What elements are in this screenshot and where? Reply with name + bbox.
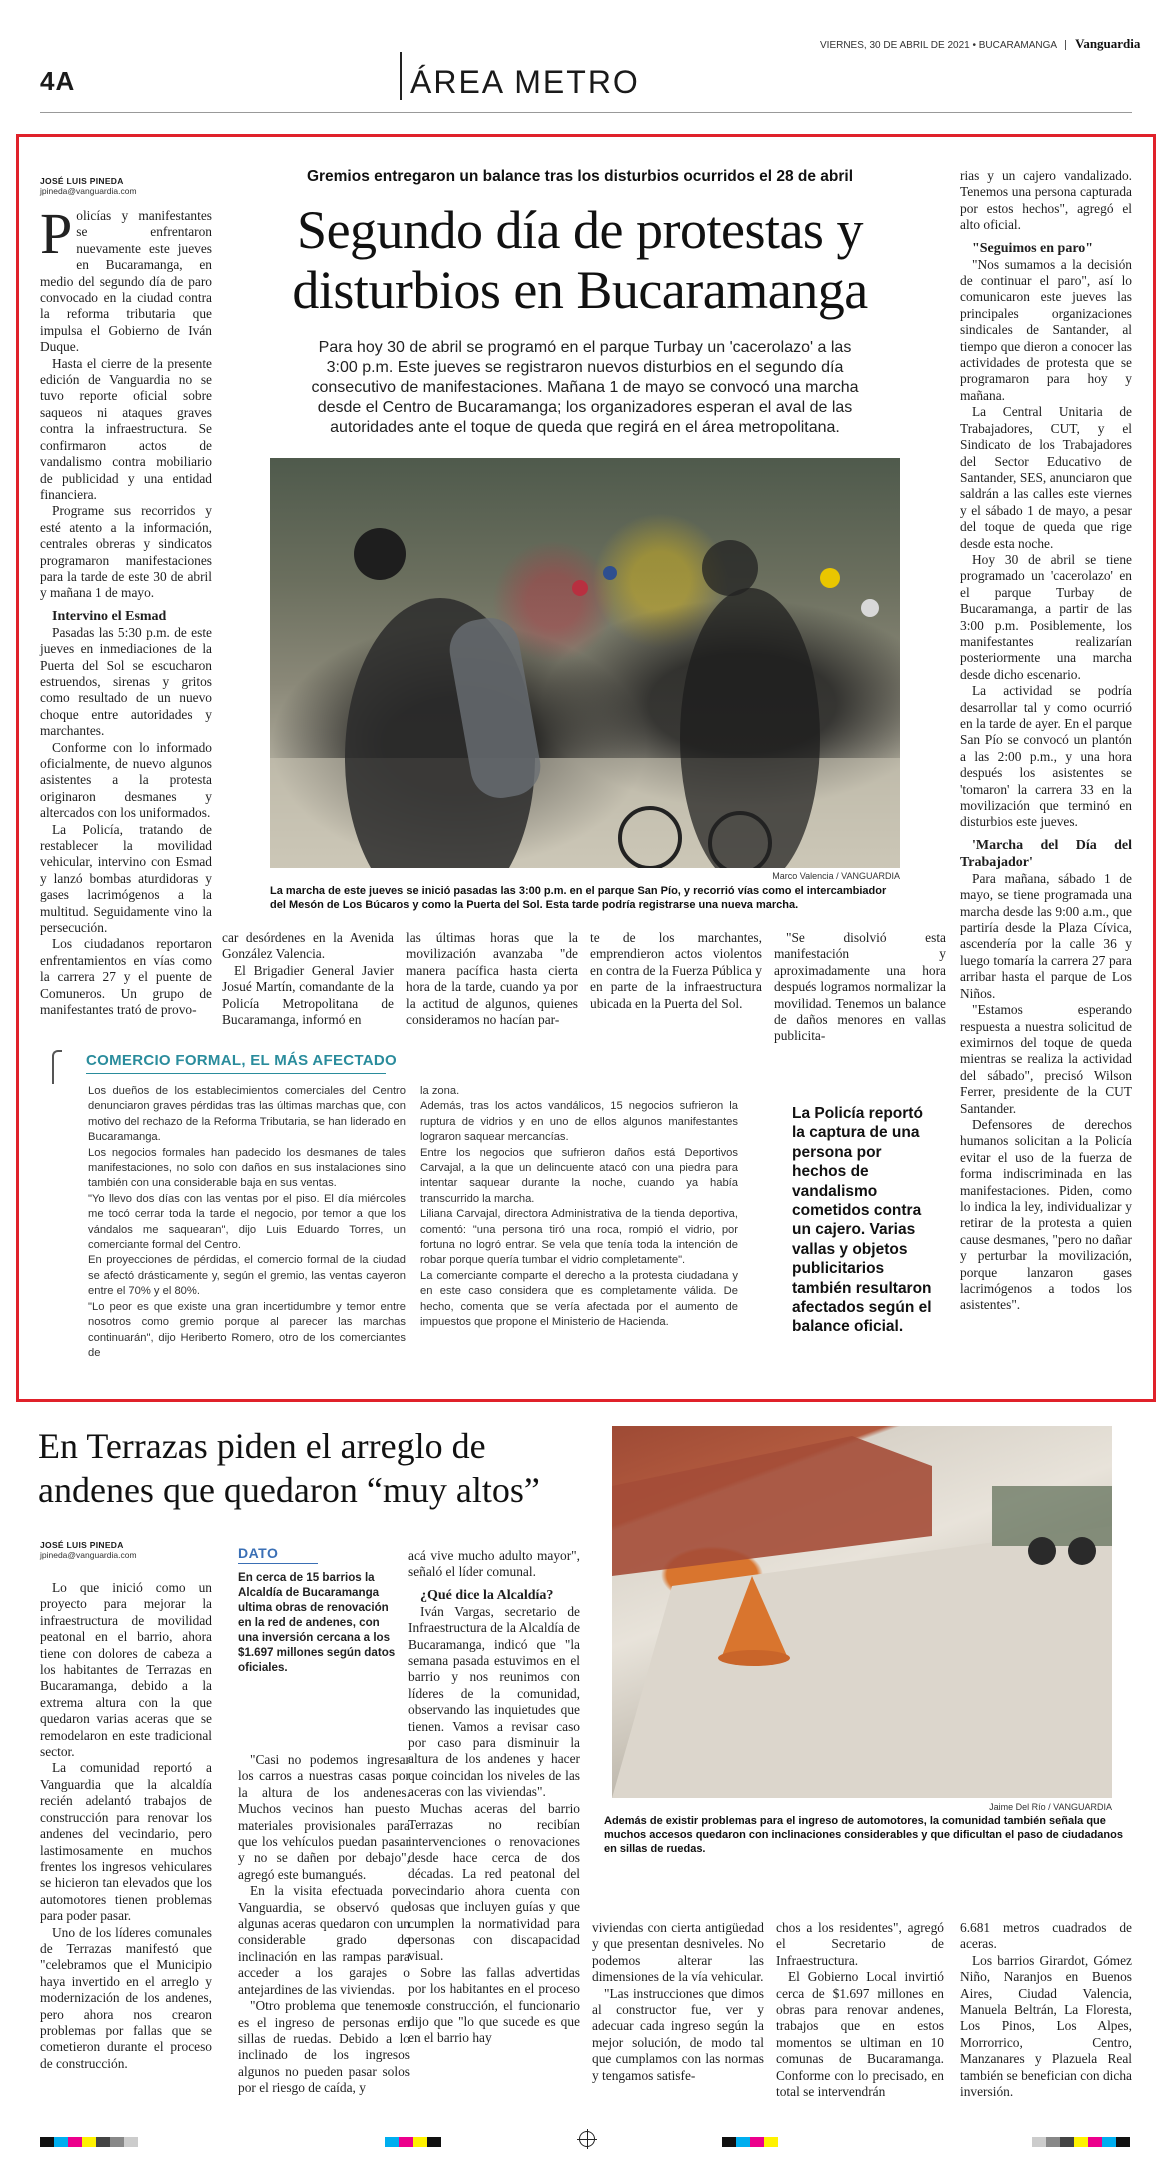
paragraph: La actividad se podría desarrollar tal y como ocurrió en la tarde de ayer. En el parque San Pío se convocó un plantón a las 2:00 p.m., y una hora después los asistentes se 'tomaron' la carrera 33 en la movilización que terminó en disturbios este jueves. bbox=[960, 683, 1132, 830]
paragraph: viviendas con cierta antigüedad y que presentan desniveles. No podemos alterar las dimensiones de la vía vehicular. bbox=[592, 1920, 764, 1985]
paragraph: Pasadas las 5:30 p.m. de este jueves en inmediaciones de la Puerta del Sol se escucharon estruendos, sirenas y gritos como resultado de un nuevo choque entre autoridades y marchantes. bbox=[40, 624, 212, 739]
headline-line-1: Segundo día de protestas y bbox=[297, 200, 863, 260]
paragraph: Conforme con lo informado oficialmente, de nuevo algunos asistentes a la protesta originaron desmanes y altercados con los uniformados. bbox=[40, 739, 212, 821]
main-photo-illustration bbox=[270, 458, 900, 868]
paragraph: Los barrios Girardot, Gómez Niño, Naranjos en Buenos Aires, Ciudad Valencia, Manuela Beltrán, La Floresta, Los Pinos, Los Alpes, Morrorrico, Centro, Manzanares y Plazuela Real también se benefician con dicha inversión. bbox=[960, 1952, 1132, 2100]
paragraph: "Otro problema que tenemos es el ingreso de personas en sillas de ruedas. Debido a lo inclinado de los ingresos algunos no pueden pasar solos por el riesgo de caída, y bbox=[238, 1998, 410, 2096]
sidebar-paragraph: Además, tras los actos vandálicos, 15 negocios sufrieron la ruptura de vidrios y en uno de ellos algunos manifestantes lograron saquear mercancías. bbox=[420, 1100, 738, 1144]
paragraph: El Brigadier General Javier Josué Martín, comandante de la Policía Metropolitana de Bucaramanga, informó en bbox=[222, 962, 394, 1028]
main-column-4 bbox=[590, 930, 762, 1012]
paragraph: Los ciudadanos reportaron enfrentamientos en vías como la carrera 27 y el puente de Comuneros. Un grupo de manifestantes trató de provo- bbox=[40, 936, 212, 1018]
paragraph: Programe sus recorridos y esté atento a la información, centrales obreras y sindicatos programaron manifestaciones para la tarde de este 30 de abril y mañana 1 de mayo. bbox=[40, 503, 212, 601]
byline-name: JOSÉ LUIS PINEDA bbox=[40, 176, 124, 186]
main-column-3 bbox=[406, 930, 578, 1028]
second-headline bbox=[38, 1424, 598, 1512]
paragraph: Hoy 30 de abril se tiene programado un 'cacerolazo' en el parque Turbay de Bucaramanga, a partir de las 3:00 p.m. Posiblemente, los manifestantes realizarían posteriormente una marcha desde dicho escenario. bbox=[960, 551, 1132, 682]
subhead-seguimos: "Seguimos en paro" bbox=[972, 240, 1094, 256]
sidebar-paragraph: Entre los negocios que sufrieron daños está Deportivos Carvajal, a la que un delincuente atacó con una piedra para intentar saquear durante la noche, cuando ya había transcurrido la marcha. bbox=[420, 1146, 738, 1205]
paragraph: las últimas horas que la movilización avanzaba "de manera pacífica hasta cierta hora de la tarde, cuando ya por la actitud de algunos, quienes consideramos no hacían par- bbox=[406, 930, 578, 1028]
main-column-1 bbox=[40, 201, 212, 1019]
main-column-right bbox=[960, 168, 1132, 1314]
page-number: 4A bbox=[40, 66, 76, 96]
paragraph: car desórdenes en la Avenida González Valencia. bbox=[222, 930, 394, 962]
paragraph: La comunidad reportó a Vanguardia que la alcaldía recién adelantó trabajos de construcción para renovar los andenes del vecindario, pero lastimosamente en muchos frentes los ingresos vehiculares se hicieron tan elevados que los automotores tienen problemas para poder pasar. bbox=[40, 1760, 212, 1924]
main-photo-credit: Marco Valencia / VANGUARDIA bbox=[772, 871, 900, 881]
subhead-alcaldia: ¿Qué dice la Alcaldía? bbox=[420, 1587, 554, 1603]
paragraph: acá vive mucho adulto mayor", señaló el líder comunal. bbox=[408, 1548, 580, 1580]
header-divider bbox=[400, 52, 402, 100]
kicker: Gremios entregaron un balance tras los disturbios ocurridos el 28 de abril bbox=[306, 168, 854, 185]
paragraph: Para mañana, sábado 1 de mayo, se tiene programada una marcha desde las 9:00 a.m., que partiría desde la Plaza Cívica, ascendería por la calle 36 y luego tomaría la carrera 27 para arribar hasta el parque de Los Niños. bbox=[960, 870, 1132, 1001]
second-photo bbox=[612, 1426, 1112, 1798]
sidebar-paragraph: Los dueños de los establecimientos comerciales del Centro denunciaron graves pérdidas tras las últimas marchas que, con motivo del rechazo de la Reforma Tributaria, se han liderado en Bucaramanga. bbox=[88, 1085, 406, 1144]
sidebar-paragraph: la zona. bbox=[420, 1085, 460, 1097]
paragraph: La Policía, tratando de restablecer la movilidad vehicular, intervino con Esmad y lanzó bombas aturdidoras y gases lacrimógenos a la multitud. Seguidamente vino la persecución. bbox=[40, 821, 212, 936]
main-column-5 bbox=[774, 930, 946, 1045]
print-marks-right bbox=[1032, 2134, 1130, 2152]
dato-text: En cerca de 15 barrios la Alcaldía de Bucaramanga ultima obras de renovación en la red de andenes, con una inversión cercana a los $1.697 millones según datos oficiales. bbox=[238, 1571, 396, 1674]
second-photo-credit: Jaime Del Río / VANGUARDIA bbox=[989, 1802, 1112, 1812]
sidebar-bracket bbox=[52, 1050, 62, 1084]
paragraph: 6.681 metros cuadrados de aceras. bbox=[960, 1920, 1132, 1952]
sidebar-title: COMERCIO FORMAL, EL MÁS AFECTADO bbox=[86, 1052, 397, 1069]
brand-name: Vanguardia bbox=[1075, 36, 1141, 51]
paragraph: te de los marchantes, emprendieron actos violentos en contra de la Fuerza Pública y en parte de la infraestructura ubicada en la Puerta del Sol. bbox=[590, 930, 762, 1011]
main-byline bbox=[40, 176, 260, 196]
paragraph: "Nos sumamos a la decisión de continuar el paro", así lo comunicaron este jueves las principales organizaciones sindicales de Santander, al tiempo que dieron a conocer las actividades de protesta que se programaron para hoy y mañana. bbox=[960, 256, 1132, 403]
pull-quote: La Policía reportó la captura de una persona por hechos de vandalismo cometidos contra un cajero. Varias vallas y objetos publicitarios también resultaron afectados según el balance oficial. bbox=[792, 1105, 932, 1336]
sidebar-paragraph: La comerciante comparte el derecho a la protesta ciudadana y en este caso considera que es completamente válida. De hecho, comenta que se vería afectada por el aumento de impuestos que propone el Ministerio de Hacienda. bbox=[420, 1269, 738, 1329]
subhead-marcha: 'Marcha del Día del Trabajador' bbox=[960, 837, 1132, 870]
print-marks-center bbox=[385, 2134, 441, 2152]
sidebar-column-1 bbox=[88, 1084, 406, 1361]
paragraph: rias y un cajero vandalizado. Tenemos una persona capturada por estos hechos", agregó el alto oficial. bbox=[960, 168, 1132, 233]
subhead-esmad: Intervino el Esmad bbox=[52, 608, 167, 624]
date-text: VIERNES, 30 DE ABRIL DE 2021 • BUCARAMANGA bbox=[820, 40, 1057, 51]
second-headline-line-1: En Terrazas piden el arreglo de bbox=[38, 1426, 486, 1466]
second-column-5 bbox=[776, 1920, 944, 2100]
section-title: ÁREA METRO bbox=[410, 64, 640, 100]
second-column-6 bbox=[960, 1920, 1132, 2100]
sidebar-paragraph: "Lo peor es que existe una gran incertidumbre y temor entre nosotros como gremio porque al parecer las marchas continuarán", dijo Heriberto Romero, otro de los comerciantes de bbox=[88, 1300, 406, 1359]
paragraph: "Las instrucciones que dimos al constructor fue, ver y adecuar cada ingreso según la mejor solución, de modo tal que cumplamos con las normas y tengamos satisfe- bbox=[592, 1985, 764, 2083]
paragraph: Muchas aceras del barrio Terrazas no recibían intervenciones o renovaciones desde hace cerca de dos décadas. La red peatonal del vecindario ahora cuenta con losas que incluyen guías y que cumplen la normatividad para personas con discapacidad visual. bbox=[408, 1800, 580, 1964]
sidebar-paragraph: En proyecciones de pérdidas, el comercio formal de la ciudad se afectó drásticamente y, según el gremio, las ventas cayeron entre el 70% y el 80%. bbox=[88, 1254, 406, 1298]
lead-paragraph bbox=[40, 201, 212, 356]
main-column-2 bbox=[222, 930, 394, 1028]
second-column-2 bbox=[238, 1752, 410, 2097]
sidebar-column-2 bbox=[420, 1084, 738, 1331]
lead-text: olicías y manifestantes se enfrentaron nuevamente este jueves en Bucaramanga, en medio del segundo día de paro convocado en la ciudad contra la reforma tributaria que impulsa el Gobierno de Iván Duque. bbox=[40, 208, 212, 355]
paragraph: "Estamos esperando respuesta a nuestra solicitud de eximirnos del toque de queda mientras se realiza la actividad del sábado", precisó Wilson Ferrer, presidente de la CUT Santander. bbox=[960, 1002, 1132, 1116]
registration-mark-icon bbox=[579, 2131, 595, 2147]
byline-email: jpineda@vanguardia.com bbox=[40, 186, 137, 196]
dato-box bbox=[238, 1545, 398, 1675]
dato-title: DATO bbox=[238, 1545, 318, 1564]
paragraph: La Central Unitaria de Trabajadores, CUT, y el Sindicato de los Trabajadores del Sector Educativo de Santander, SES, anunciaron que saldrán a las calles este viernes y el sábado 1 de mayo, a pesar del toque de queda que rige desde esta noche. bbox=[960, 404, 1132, 551]
paragraph: "Se disolvió esta manifestación y aproximadamente una hora después logramos normalizar la movilidad. Tenemos un balance de daños menores en vallas publicita- bbox=[774, 930, 946, 1044]
second-photo-illustration bbox=[612, 1426, 1112, 1798]
headline-line-2: disturbios en Bucaramanga bbox=[292, 260, 868, 320]
paragraph: En la visita efectuada por Vanguardia, se observó que algunas aceras quedaron con un considerable grado de inclinación en las rampas para acceder a los garajes o antejardines de las viviendas. bbox=[238, 1883, 410, 1997]
paragraph: Lo que inició como un proyecto para mejorar la infraestructura de movilidad peatonal en el barrio, ahora tiene con dolores de cabeza a los habitantes de Terrazas en Bucaramanga, debido a la extrema altura con la que quedaron varias aceras que se remodelaron en este tradicional sector. bbox=[40, 1580, 212, 1760]
byline-name: JOSÉ LUIS PINEDA bbox=[40, 1540, 124, 1550]
paragraph: Hasta el cierre de la presente edición de Vanguardia no se tuvo reporte oficial sobre saqueos ni ataques graves contra la infraestructura. Se confirmaron actos de vandalismo contra mobiliario de publicidad y una entidad financiera. bbox=[40, 355, 212, 502]
print-marks-right-center bbox=[722, 2134, 778, 2152]
second-column-1 bbox=[40, 1580, 212, 2072]
main-photo-caption: La marcha de este jueves se inició pasadas las 3:00 p.m. en el parque San Pío, y recorrió vías como el intercambiador del Mesón de Los Búcaros y como la Puerta del Sol. Esta tarde podría registrarse una nueva marcha. bbox=[270, 885, 887, 911]
paragraph: El Gobierno Local invirtió cerca de $1.697 millones en obras para renovar andenes, trabajos que en estos momentos se ultiman en 10 comunas de Bucaramanga. Conforme con lo precisado, en total se intervendrán bbox=[776, 1969, 944, 2100]
second-column-3 bbox=[408, 1548, 580, 2047]
paragraph: Iván Vargas, secretario de Infraestructura de la Alcaldía de Bucaramanga, indicó que "la semana pasada estuvimos en el barrio y nos reunimos con líderes de la comunidad, observando las inquietudes que tienen. Vamos a revisar caso por caso para disminuir la altura de los andenes y hacer que coincidan los niveles de las aceras con las viviendas". bbox=[408, 1603, 580, 1800]
sidebar-title-rule bbox=[86, 1073, 386, 1074]
headline bbox=[235, 200, 925, 320]
sidebar-paragraph: Los negocios formales han padecido los desmanes de tales manifestaciones, no solo con daños en sus instalaciones sino también con una considerable baja en sus ventas. bbox=[88, 1146, 406, 1190]
sidebar-paragraph: "Yo llevo dos días con las ventas por el piso. El día miércoles me tocó cerrar toda la tarde el negocio, por temor a que los vándalos me saquearan", dijo Luis Eduardo Torres, un comerciante formal del Centro. bbox=[88, 1192, 406, 1252]
summary: Para hoy 30 de abril se programó en el parque Turbay un 'cacerolazo' a las 3:00 p.m. Este jueves se registraron nuevos disturbios en el segundo día consecutivo de manifestaciones. Mañana 1 de mayo se convocó una marcha desde el Centro de Bucaramanga; los organizadores esperan el aval de las autoridades ante el toque de queda que regirá en el área metropolitana. bbox=[311, 339, 859, 436]
paragraph: "Casi no podemos ingresar los carros a nuestras casas por la altura de los andenes. Muchos vecinos han puesto materiales provisionales para que los vehículos puedan pasar y no se dañen por debajo", agregó este bumangués. bbox=[238, 1752, 410, 1882]
paragraph: Sobre las fallas advertidas por los habitantes en el proceso de construcción, el funcionario dijo que "lo que sucede es que en el barrio hay bbox=[408, 1964, 580, 2046]
second-column-4 bbox=[592, 1920, 764, 2084]
paragraph: Uno de los líderes comunales de Terrazas manifestó que "celebramos que el Municipio haya invertido en el arreglo y modernización de los andenes, pero ahora nos crearon problemas por fallas que se cometieron durante el proceso de construcción. bbox=[40, 1924, 212, 2071]
second-headline-line-2: andenes que quedaron “muy altos” bbox=[38, 1470, 540, 1510]
main-photo bbox=[270, 458, 900, 868]
second-photo-caption: Además de existir problemas para el ingreso de automotores, la comunidad también señala que muchos accesos quedaron con inclinaciones considerables y que dificultan el paso de ciudadanos en sillas de ruedas. bbox=[604, 1815, 1123, 1855]
print-marks-left bbox=[40, 2134, 138, 2152]
header-rule bbox=[40, 112, 1132, 113]
drop-cap: P bbox=[40, 201, 73, 266]
brand-separator bbox=[1065, 40, 1066, 50]
byline-email: jpineda@vanguardia.com bbox=[40, 1550, 137, 1560]
sidebar-paragraph: Liliana Carvajal, directora Administrativa de la tienda deportiva, comentó: "una persona tiró una roca, rompió el vidrio, por fortuna no logró entrar. Se vela que tenía toda la intención de robar porque quería tumbar el vidrio completamente". bbox=[420, 1208, 738, 1267]
paragraph: Defensores de derechos humanos solicitan a la Policía evitar el uso de la fuerza de forma indiscriminada en las manifestaciones. Piden, como lo indica la ley, individualizar y retirar de la protesta a quien cause desmanes, "pero no dañar y perturbar la movilización, porque lanzaron gases lacrimógenos a todos los asistentes". bbox=[960, 1116, 1132, 1313]
paragraph: chos a los residentes", agregó el Secretario de Infraestructura. bbox=[776, 1920, 944, 1968]
second-byline bbox=[40, 1540, 260, 1560]
date-line bbox=[820, 36, 1140, 52]
